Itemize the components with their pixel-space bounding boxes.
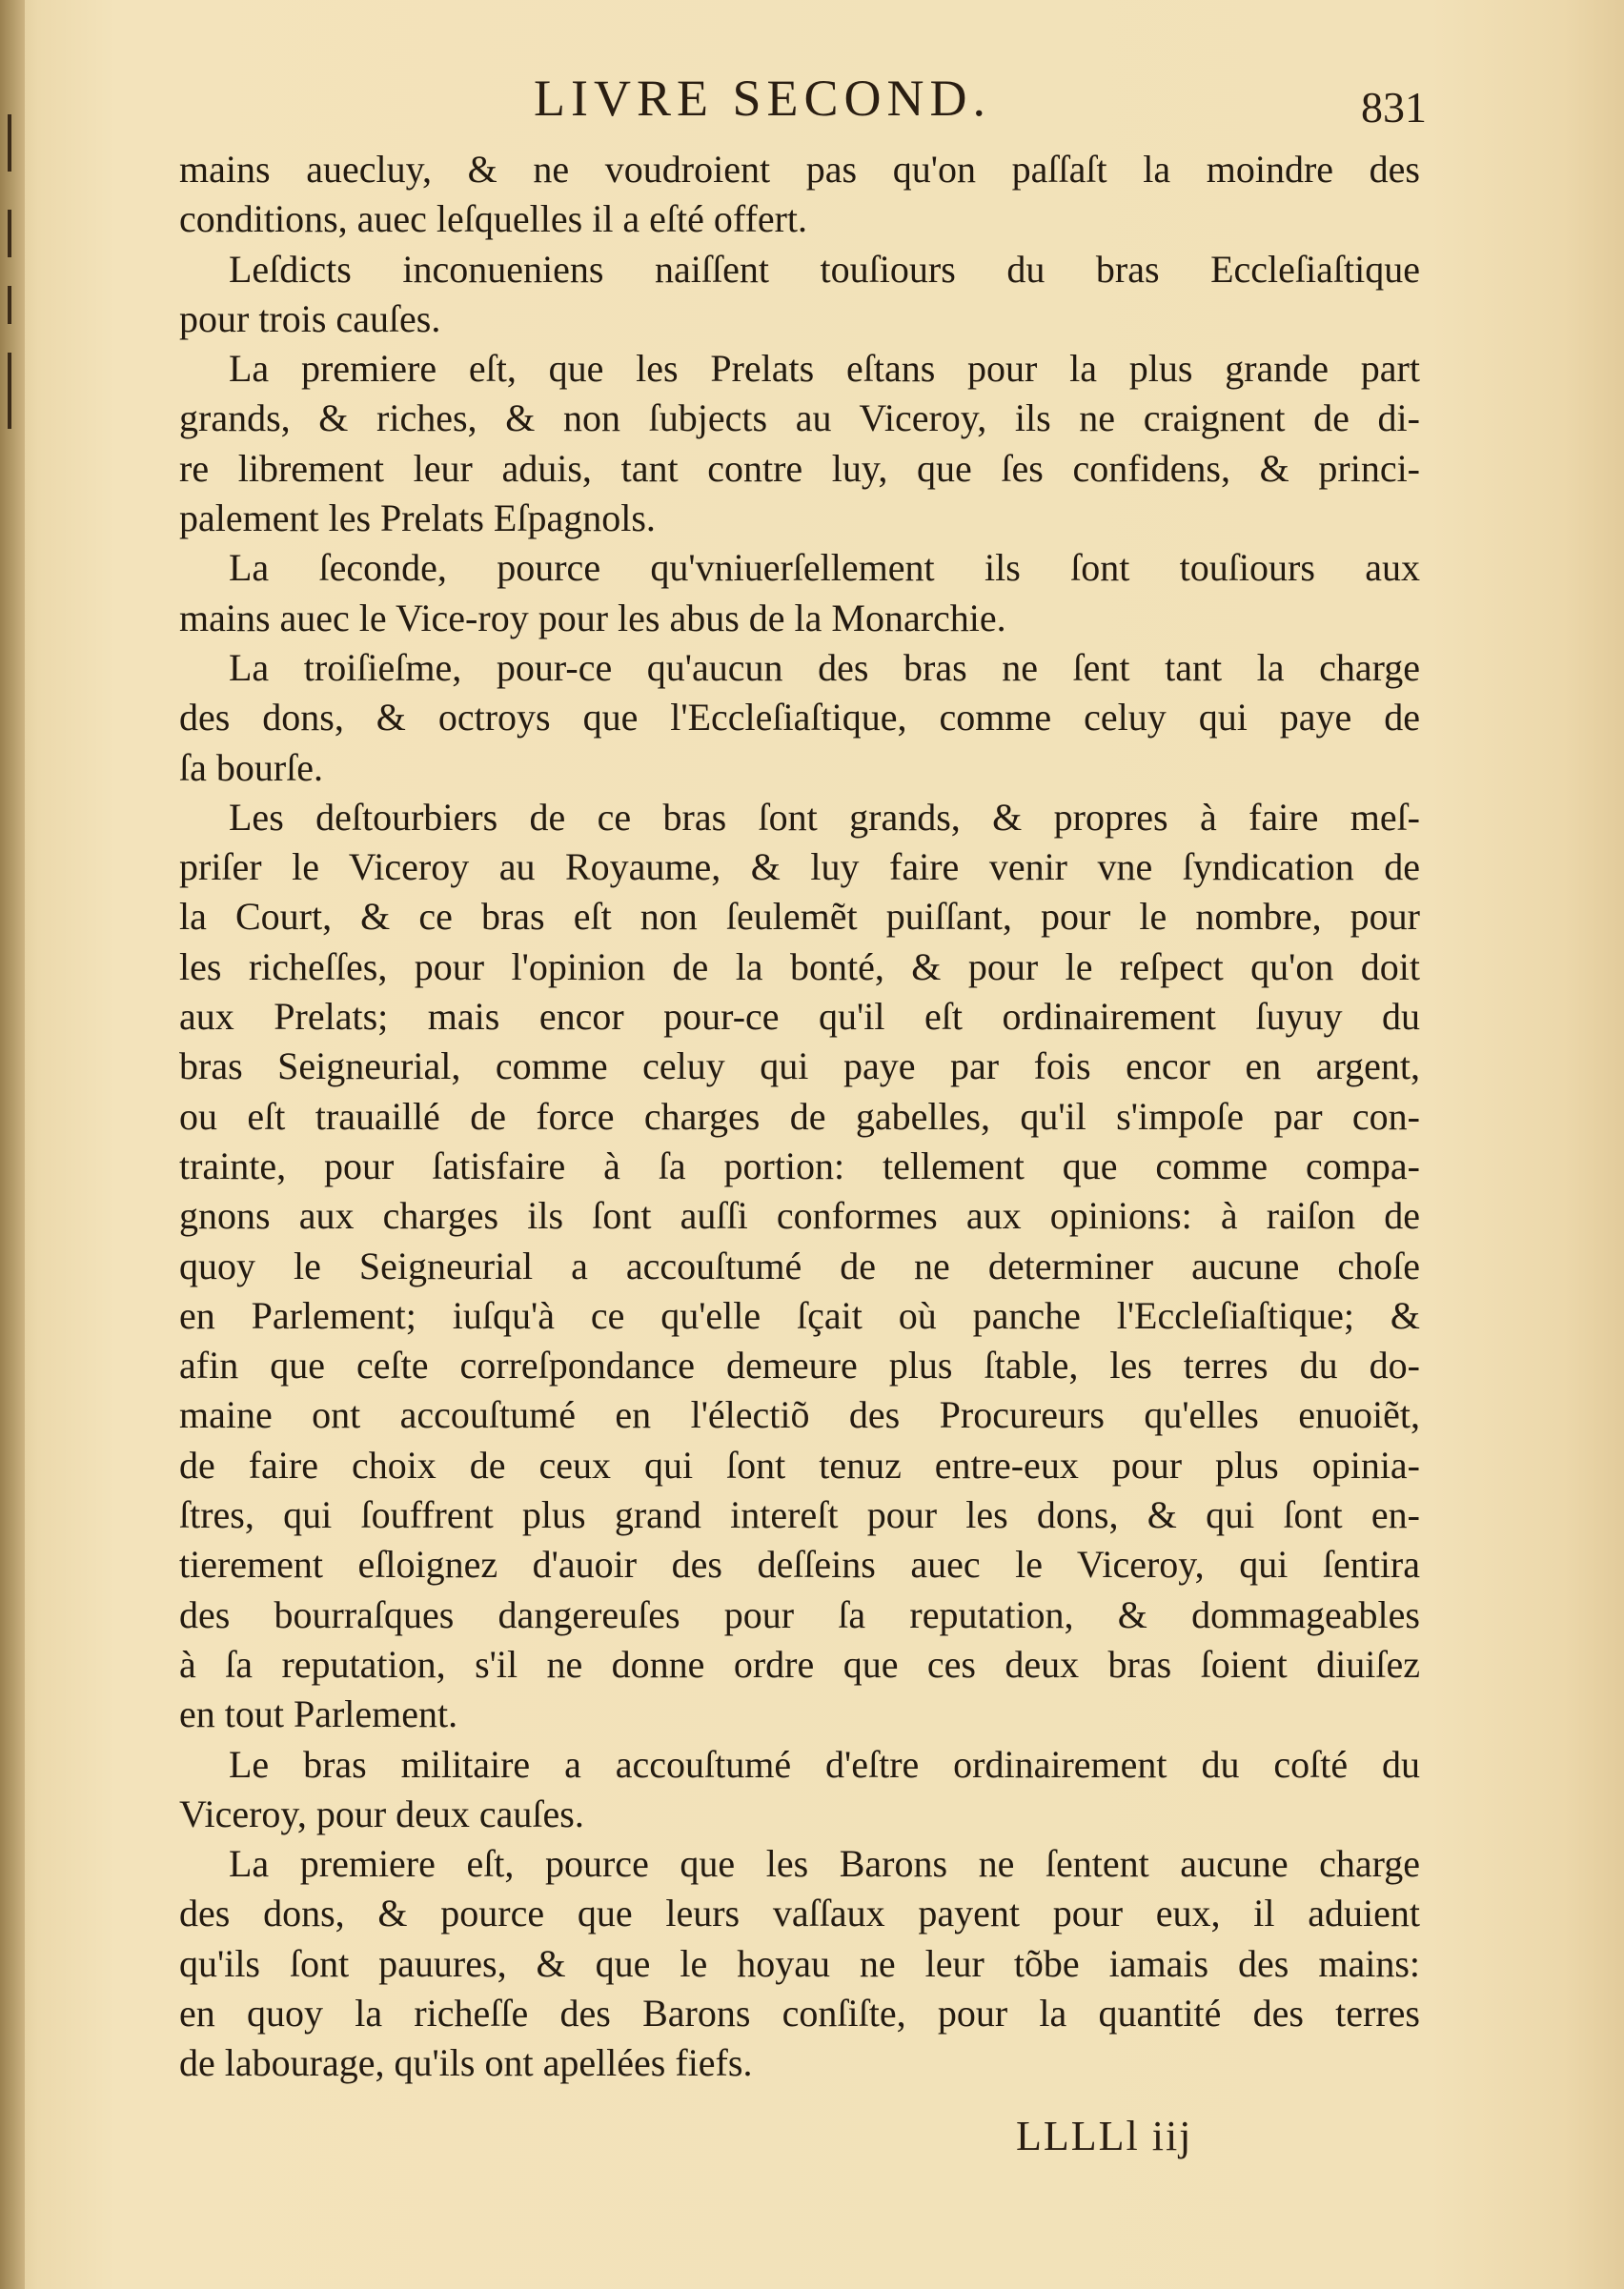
text-line: trainte, pour ſatisfaire à ſa portion: tellement que comme compa- bbox=[179, 1144, 1420, 1187]
text-line: Les deſtourbiers de ce bras ſont grands, & propres à faire meſ- bbox=[229, 795, 1420, 839]
text-line: de faire choix de ceux qui ſont tenuz entre-eux pour plus opinia- bbox=[179, 1443, 1420, 1487]
text-line: les richeſſes, pour l'opinion de la bonté, & pour le reſpect qu'on doit bbox=[179, 944, 1420, 988]
text-line: re librement leur aduis, tant contre luy, que ſes confidens, & princi- bbox=[179, 446, 1420, 490]
text-line: Viceroy, pour deux cauſes. bbox=[179, 1792, 584, 1835]
text-line: ſa bourſe. bbox=[179, 745, 324, 789]
text-line: en tout Parlement. bbox=[179, 1692, 458, 1736]
text-line: Le bras militaire a accouſtumé d'eſtre ordinairement du coſté du bbox=[229, 1742, 1420, 1786]
text-line: qu'ils ſont pauures, & que le hoyau ne leur tõbe iamais des mains: bbox=[179, 1941, 1420, 1985]
text-line: priſer le Viceroy au Royaume, & luy faire venir vne ſyndication de bbox=[179, 845, 1420, 889]
binding-gutter bbox=[0, 0, 25, 2289]
text-line: afin que ceſte correſpondance demeure plus ſtable, les terres du do- bbox=[179, 1344, 1420, 1388]
text-line: de labourage, qu'ils ont apellées fiefs. bbox=[179, 2041, 753, 2085]
text-line: maine ont accouſtumé en l'électiõ des Procureurs qu'elles enuoiẽt, bbox=[179, 1393, 1420, 1437]
text-line: des dons, & octroys que l'Eccleſiaſtique, comme celuy qui paye de bbox=[179, 696, 1420, 739]
text-line: palement les Prelats Eſpagnols. bbox=[179, 496, 656, 540]
text-line: bras Seigneurial, comme celuy qui paye par fois encor en argent, bbox=[179, 1044, 1420, 1088]
signature-mark: LLLLl iij bbox=[1016, 2113, 1193, 2159]
text-line: La troiſieſme, pour-ce qu'aucun des bras ne ſent tant la charge bbox=[229, 645, 1420, 689]
text-line: ou eſt trauaillé de force charges de gabelles, qu'il s'impoſe par con- bbox=[179, 1094, 1420, 1138]
text-line: tierement eſloignez d'auoir des deſſeins auec le Viceroy, qui ſentira bbox=[179, 1543, 1420, 1587]
gutter-mark bbox=[8, 400, 11, 429]
text-line: mains auec le Vice-roy pour les abus de la Monarchie. bbox=[179, 596, 1006, 639]
running-head: LIVRE SECOND. bbox=[534, 70, 991, 127]
text-line: des bourraſques dangereuſes pour ſa reputation, & dommageables bbox=[179, 1592, 1420, 1636]
text-line: en quoy la richeſſe des Barons conſiſte, pour la quantité des terres bbox=[179, 1991, 1420, 2035]
text-line: ſtres, qui ſouffrent plus grand intereſt pour les dons, & qui ſont en- bbox=[179, 1493, 1420, 1537]
text-line: gnons aux charges ils ſont auſſi conformes aux opinions: à raiſon de bbox=[179, 1194, 1420, 1238]
text-line: La premiere eſt, pource que les Barons ne ſentent aucune charge bbox=[229, 1842, 1420, 1886]
text-line: quoy le Seigneurial a accouſtumé de ne determiner aucune choſe bbox=[179, 1244, 1420, 1287]
page-number: 831 bbox=[1361, 83, 1427, 132]
gutter-mark bbox=[8, 210, 11, 257]
gutter-mark bbox=[8, 286, 11, 324]
text-line: mains auecluy, & ne voudroient pas qu'on paſſaſt la moindre des bbox=[179, 148, 1420, 191]
text-line: à ſa reputation, s'il ne donne ordre que ces deux bras ſoient diuiſez bbox=[179, 1642, 1420, 1686]
gutter-mark bbox=[8, 353, 11, 400]
text-line: grands, & riches, & non ſubjects au Viceroy, ils ne craignent de di- bbox=[179, 396, 1420, 440]
text-line: Leſdicts inconueniens naiſſent touſiours du bras Eccleſiaſtique bbox=[229, 247, 1420, 291]
body-text bbox=[179, 145, 1420, 2089]
text-line: conditions, auec leſquelles il a eſté offert. bbox=[179, 197, 808, 241]
text-line: la Court, & ce bras eſt non ſeulemẽt puiſſant, pour le nombre, pour bbox=[179, 895, 1420, 939]
text-line: La ſeconde, pource qu'vniuerſellement ils ſont touſiours aux bbox=[229, 546, 1420, 590]
text-line: aux Prelats; mais encor pour-ce qu'il eſt ordinairement ſuyuy du bbox=[179, 995, 1420, 1039]
text-line: en Parlement; iuſqu'à ce qu'elle ſçait où panche l'Eccleſiaſtique; & bbox=[179, 1293, 1420, 1337]
text-line: des dons, & pource que leurs vaſſaux payent pour eux, il aduient bbox=[179, 1892, 1420, 1935]
gutter-mark bbox=[8, 114, 11, 172]
text-line: pour trois cauſes. bbox=[179, 296, 441, 340]
text-line: La premiere eſt, que les Prelats eſtans pour la plus grande part bbox=[229, 347, 1420, 391]
